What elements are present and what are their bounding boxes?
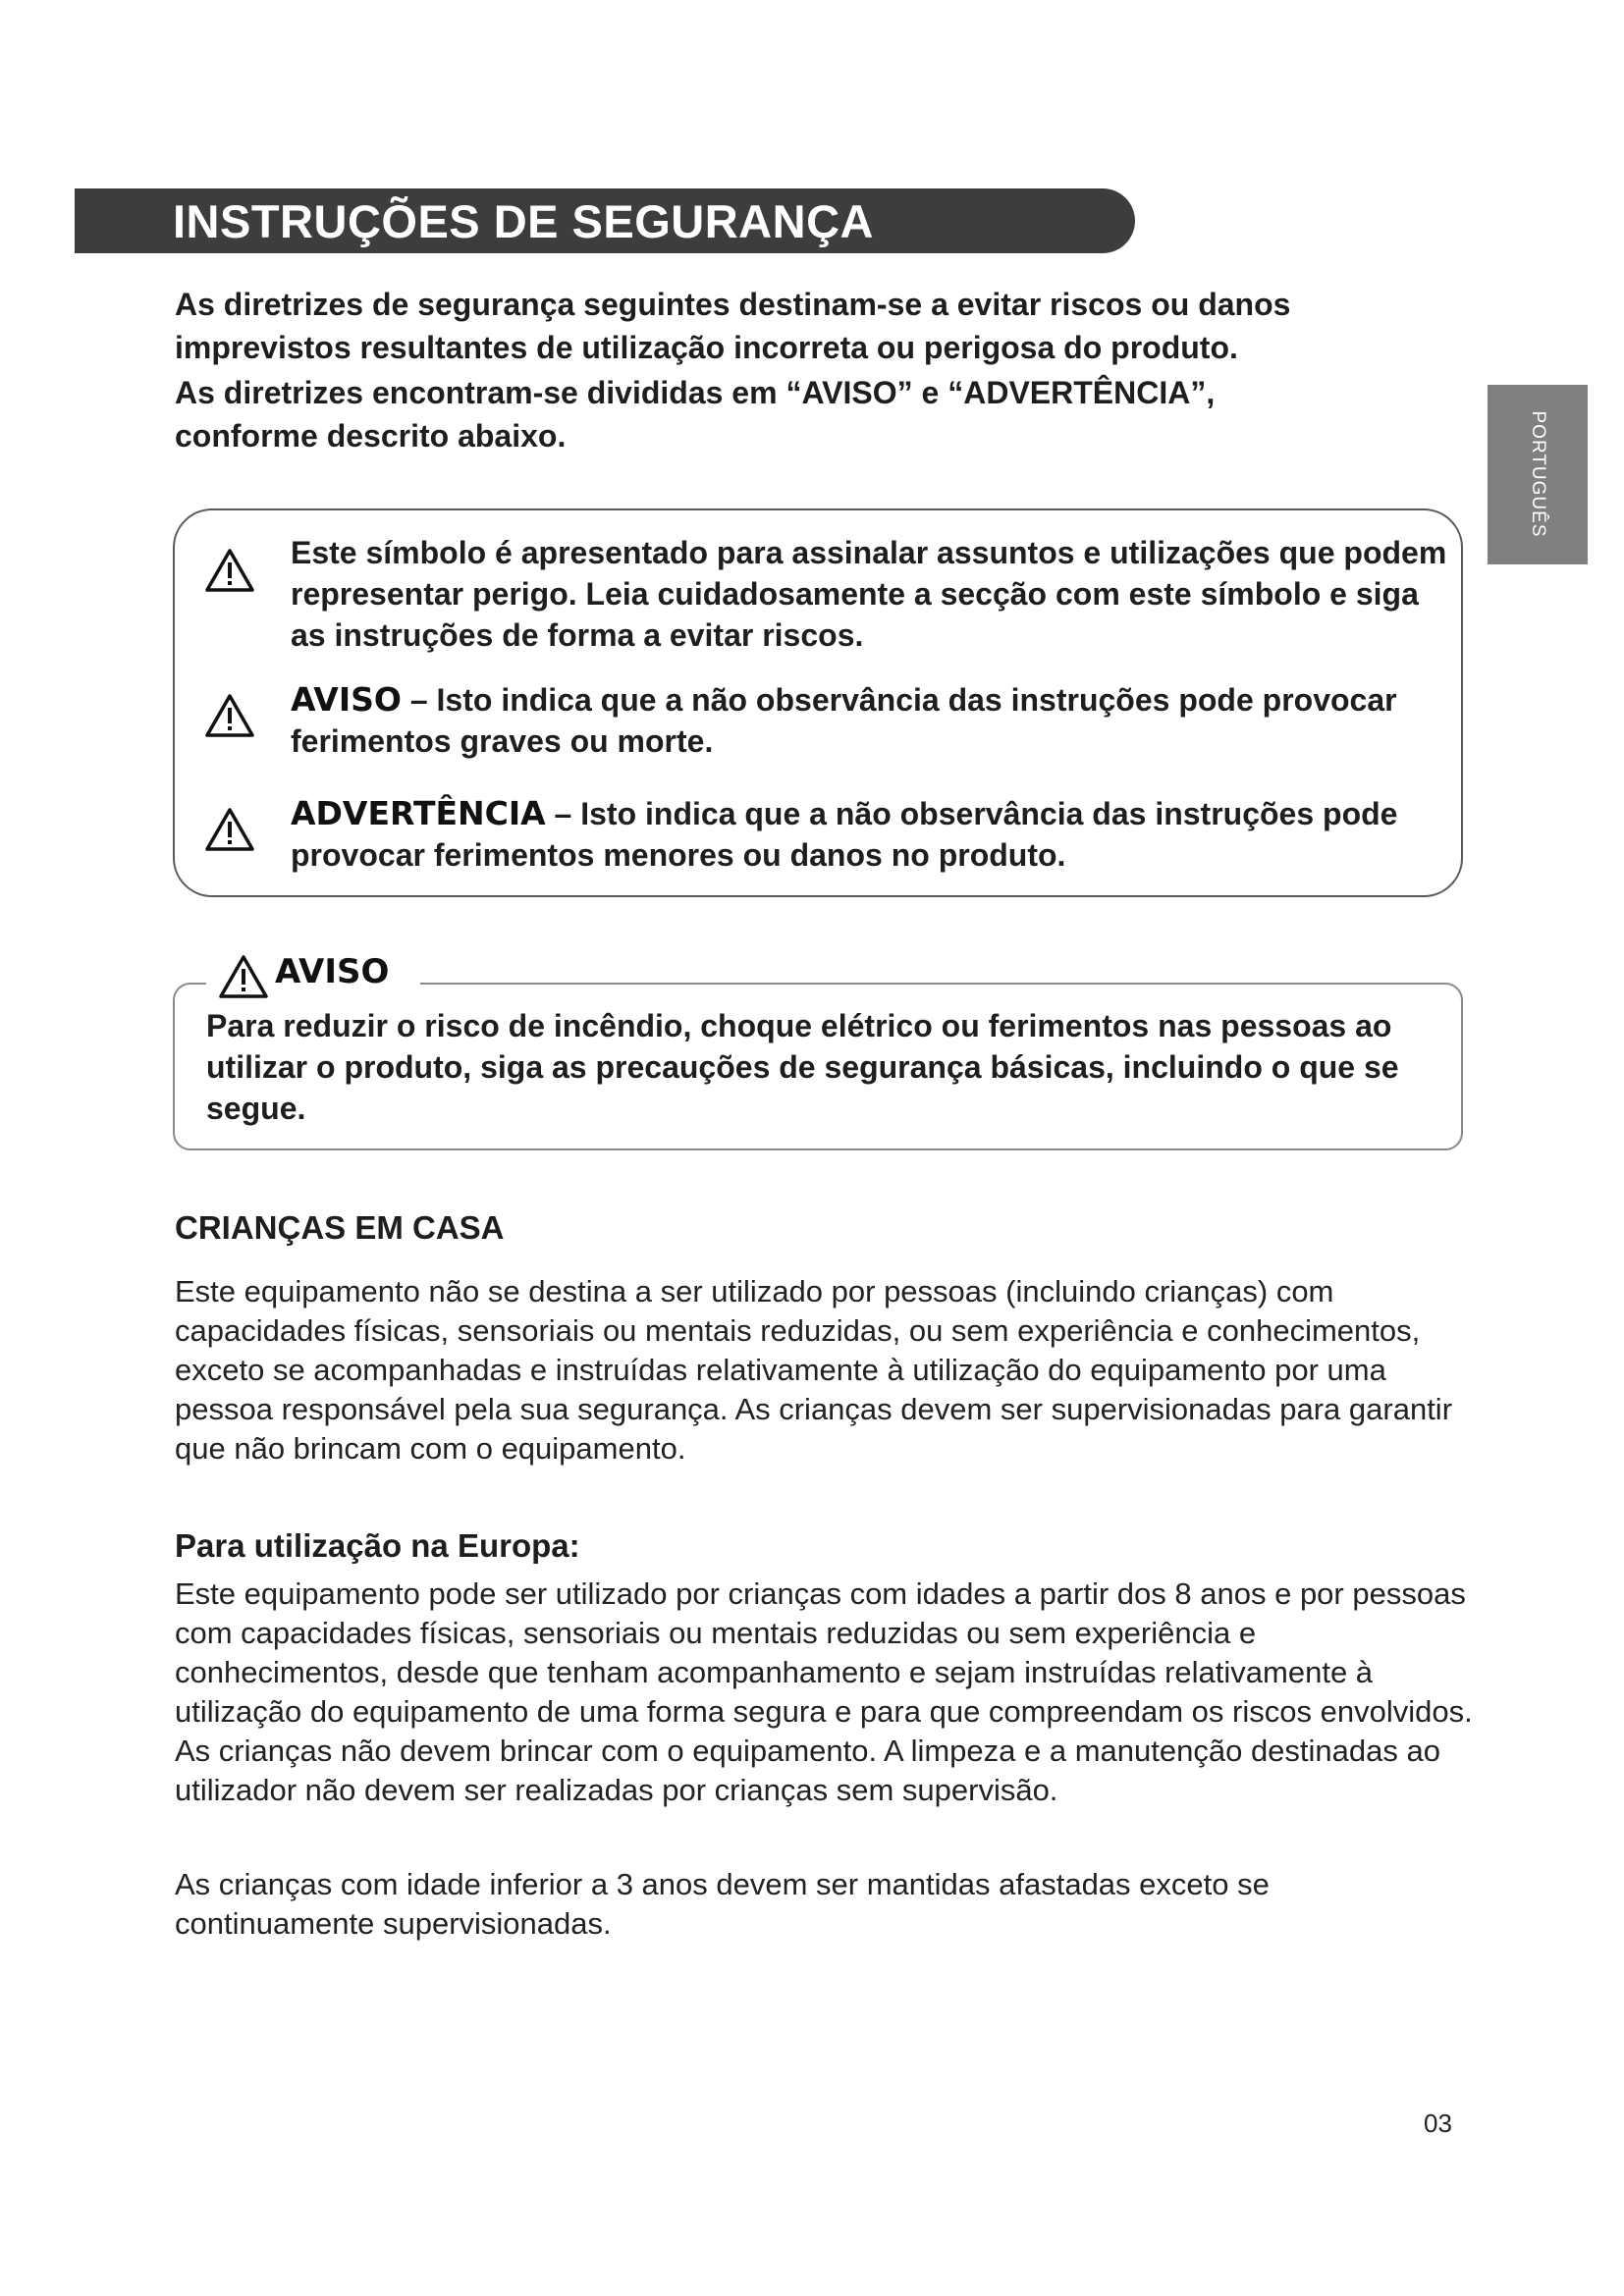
intro-paragraph-1: As diretrizes de segurança seguintes destinam-se a evitar riscos ou danos imprevistos resultantes de utilização incorreta ou perigosa do produto. [175, 287, 1291, 365]
aviso-keyword: AVISO [291, 680, 402, 719]
warning-triangle-icon [204, 807, 255, 852]
warning-triangle-icon [204, 548, 255, 593]
section-title-banner [75, 188, 1135, 253]
symbol-explanation-text: Este símbolo é apresentado para assinalar assuntos e utilizações que podem representar perigo. Leia cuidadosamente a secção com este símbolo e siga as instruções de forma a evitar riscos. [291, 535, 1447, 653]
europe-heading: Para utilização na Europa: [175, 1527, 580, 1564]
children-heading: CRIANÇAS EM CASA [175, 1209, 505, 1246]
language-tab [1488, 385, 1588, 564]
intro-paragraph-2: As diretrizes encontram-se divididas em “AVISO” e “ADVERTÊNCIA”, conforme descrito abaixo. [175, 375, 1216, 454]
page-title: INSTRUÇÕES DE SEGURANÇA [173, 195, 874, 247]
language-label: PORTUGUÊS [1528, 410, 1548, 538]
aviso-description: – Isto indica que a não observância das instruções pode provocar ferimentos graves ou morte. [291, 682, 1397, 759]
europe-paragraph-2: As crianças com idade inferior a 3 anos devem ser mantidas afastadas exceto se continuamente supervisionadas. [175, 1867, 1270, 1941]
advertencia-keyword: ADVERTÊNCIA [291, 794, 546, 832]
advertencia-description: – Isto indica que a não observância das instruções pode provocar ferimentos menores ou danos no produto. [291, 796, 1398, 873]
warning-title-text: AVISO [275, 952, 390, 991]
europe-paragraph-1: Este equipamento pode ser utilizado por crianças com idades a partir dos 8 anos e por pessoas com capacidades físicas, sensoriais ou mentais reduzidas ou sem experiência e conhecimentos, desde que tenham acompanhamento e sejam instruídas relativamente à utilização do equipamento de uma forma segura e para que compreendam os riscos envolvidos. As crianças não devem brincar com o equipamento. A limpeza e a manutenção destinadas ao utilizador não devem ser realizadas por crianças sem supervisão. [175, 1576, 1473, 1807]
warning-triangle-icon [218, 954, 269, 999]
symbol-legend-box [173, 508, 1463, 897]
advertencia-explanation-text [291, 793, 1459, 876]
warning-box-title [206, 950, 420, 1003]
page-number: 03 [1424, 2109, 1452, 2138]
aviso-explanation-text [291, 679, 1459, 762]
warning-box-text: Para reduzir o risco de incêndio, choque elétrico ou ferimentos nas pessoas ao utilizar o produto, siga as precauções de segurança básicas, incluindo o que se segue. [206, 1008, 1399, 1126]
children-paragraph: Este equipamento não se destina a ser utilizado por pessoas (incluindo crianças) com capacidades físicas, sensoriais ou mentais reduzidas, ou sem experiência e conhecimentos, exceto se acompanhadas e instruídas relativamente à utilização do equipamento por uma pessoa responsável pela sua segurança. As crianças devem ser supervisionadas para garantir que não brincam com o equipamento. [175, 1274, 1453, 1466]
warning-triangle-icon [204, 693, 255, 738]
